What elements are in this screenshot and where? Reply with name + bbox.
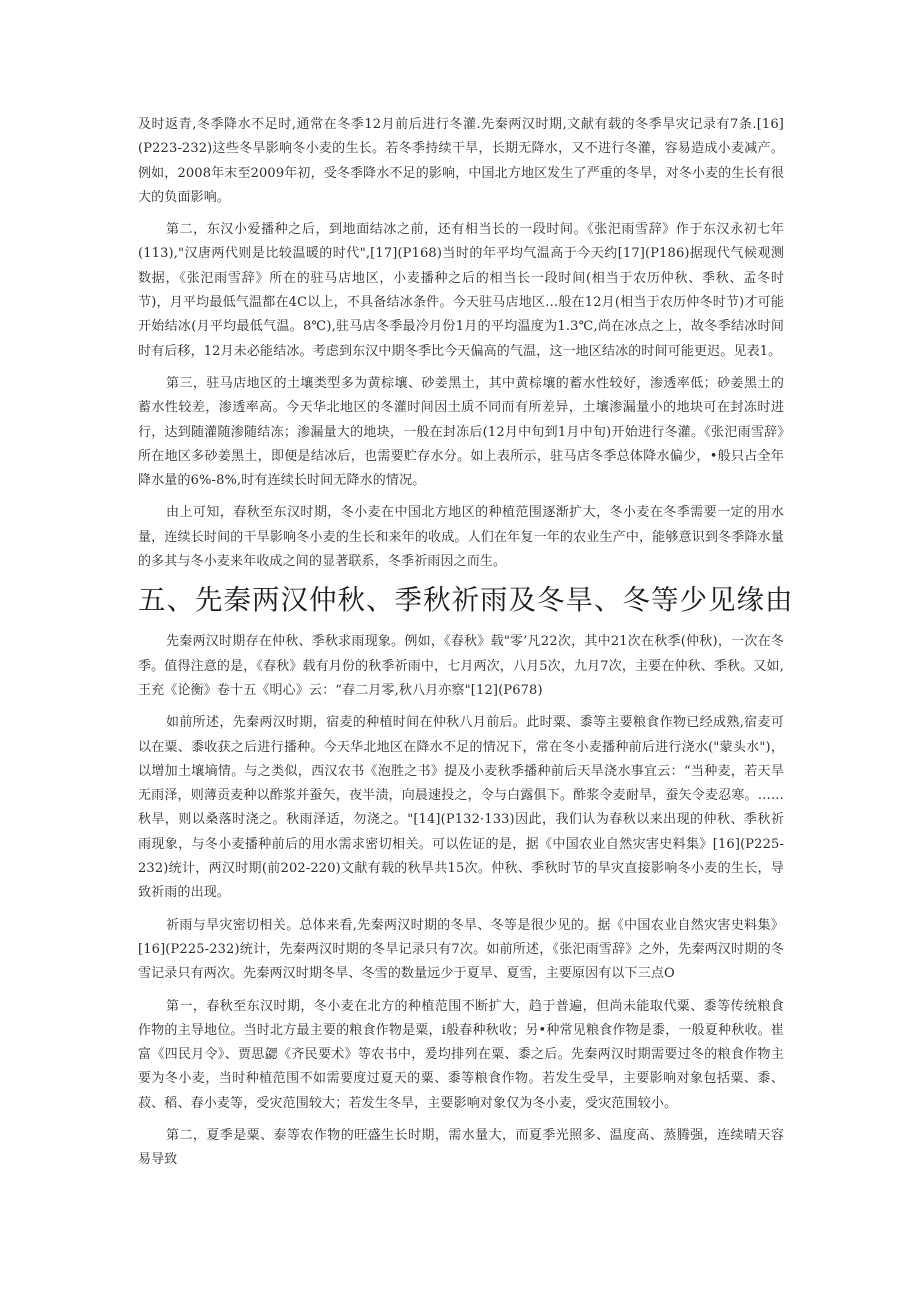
section-heading: 五、先秦两汉仲秋、季秋祈雨及冬旱、冬等少见缘由 xyxy=(138,584,794,617)
paragraph-9: 第二，夏季是粟、泰等农作物的旺盛生长时期，需水量大，而夏季光照多、温度高、蒸腾强，连续晴天容易导致 xyxy=(138,1127,784,1168)
paragraph-3: 第三，驻马店地区的土壤类型多为黄棕壤、砂姜黑土，其中黄棕壤的蓄水性较好，渗透率低；砂姜黑土的蓄水性较差，渗透率高。今天华北地区的冬灌时间因土质不同而有所差异，土壤渗漏量小的地块可在封冻时进行，达到随灌随渗随结冻；渗漏量大的地块，一般在封冻后(12月中旬到1月中旬)开始进行冬灌。《张汜雨雪辞》所在地区多砂姜黑土，即便是结冰后，也需要贮存水分。如上表所示，驻马店冬季总体降水偏少，•般只占全年降水量的6%-8%,时有连续长时间无降水的情况。 xyxy=(138,375,784,489)
paragraph-8: 第一，春秋至东汉时期，冬小麦在北方的种植范围不断扩大，趋于普遍，但尚未能取代粟、黍等传统粮食作物的主导地位。当时北方最主要的粮食作物是粟，i般春种秋收；另•种常见粮食作物是黍，一般夏种秋收。崔富《四民月令》、贾思勰《齐民要术》等农书中，爰均排列在粟、黍之后。先秦两汉时期需要过冬的粮食作物主要为冬小麦，当时种植范围不如需要度过夏天的粟、黍等粮食作物。若发生受旱，主要影响对象包括粟、黍、菽、稻、春小麦等，受灾范围较大；若发生冬旱，主要影响对象仅为冬小麦，受灾范围较小。 xyxy=(138,998,784,1111)
paragraph-5: 先秦两汉时期存在仲秋、季秋求雨现象。例如，《春秋》载"零’凡22次，其中21次在秋季(仲秋)，一次在冬季。值得注意的是，《春秋》载有月份的秋季祈雨中，七月两次，八月5次，九月7次，主要在仲秋、季秋。又如,王充《论衡》卷十五《明心》云：“春二月零,秋八月亦察"[12](P678) xyxy=(138,634,784,698)
paragraph-2: 第二，东汉小爱播种之后，到地面结冰之前，还有相当长的一段时间。《张汜雨雪辞》作于东汉永初七年(113),"汉唐两代则是比较温暖的时代",[17](P168)当时的年平均气温高于今天约[17](P186)据现代气候观测数据，《张汜雨雪辞》所在的驻马店地区，小麦播种之后的相当长一段时间(相当于农历仲秋、季秋、孟冬时节)，月平均最低气温都在4C以上，不具备结冰条件。今天驻马店地区…般在12月(相当于农历仲冬时节)才可能开始结冰(月平均最低气温。8℃),驻马店冬季最冷月份1月的平均温度为1.3℃,尚在冰点之上，故冬季结冰时间时有后移，12月未必能结冰。考虑到东汉中期冬季比今天偏高的气温，这一地区结冰的时间可能更迟。见表1。 xyxy=(138,222,784,359)
paragraph-7: 祈雨与旱灾密切相关。总体来看,先秦两汉时期的冬旱、冬等是很少见的。据《中国农业自然灾害史料集》[16](P225-232)统计，先秦两汉时期的冬旱记录只有7次。如前所述，《张汜雨雪辞》之外，先秦两汉时期的冬雪记录只有两次。先秦两汉时期冬旱、冬雪的数量远少于夏旱、夏雪，主要原因有以下三点O xyxy=(138,917,784,982)
paragraph-4: 由上可知，春秋至东汉时期，冬小麦在中国北方地区的种植范围逐渐扩大，冬小麦在冬季需要一定的用水量，连续长时间的干旱影响冬小麦的生长和来年的收成。人们在年复一年的农业生产中，能够意识到冬季降水量的多其与冬小麦来年收成之间的显著联系，冬季祈雨因之而生。 xyxy=(138,505,784,570)
document-page xyxy=(138,113,794,1173)
paragraph-1: 及时返青,冬季降水不足时,通常在冬季12月前后进行冬灌.先秦两汉时期,文献有载的冬季旱灾记录有7条.[16](P223-232)这些冬旱影响冬小麦的生长。若冬季持续干旱，长期无降水，又不进行冬灌，容易造成小麦减产。例如，2008年末至2009年初，受冬季降水不足的影响，中国北方地区发生了严重的冬旱，对冬小麦的生长有很大的负面影响。 xyxy=(138,117,784,205)
paragraph-6: 如前所述，先秦两汉时期，宿麦的种植时间在仲秋八月前后。此时粟、黍等主要粮食作物已经成熟,宿麦可以在粟、黍收获之后进行播种。今天华北地区在降水不足的情况下，常在冬小麦播种前后进行浇水("蒙头水")，以增加土壤墒情。与之类似，西汉农书《泡胜之书》提及小麦秋季播种前后天旱浇水事宜云：“当种麦，若天旱无雨泽，则薄贡麦种以酢浆并蚕矢，夜半渍，向晨速投之，令与白露俱下。酢浆令麦耐旱，蚕矢令麦忍寒。……秋旱，则以桑落时浇之。秋雨泽适，勿浇之。"[14](P132·133)因此，我们认为春秋以来出现的仲秋、季秋祈雨现象，与冬小麦播种前后的用水需求密切相关。可以佐证的是，据《中国农业自然灾害史料集》[16](P225-232)统计，两汉时期(前202-220)文献有载的秋旱共15次。仲秋、季秋时节的旱灾直接影响冬小麦的生长，导致祈雨的出现。 xyxy=(138,715,784,901)
